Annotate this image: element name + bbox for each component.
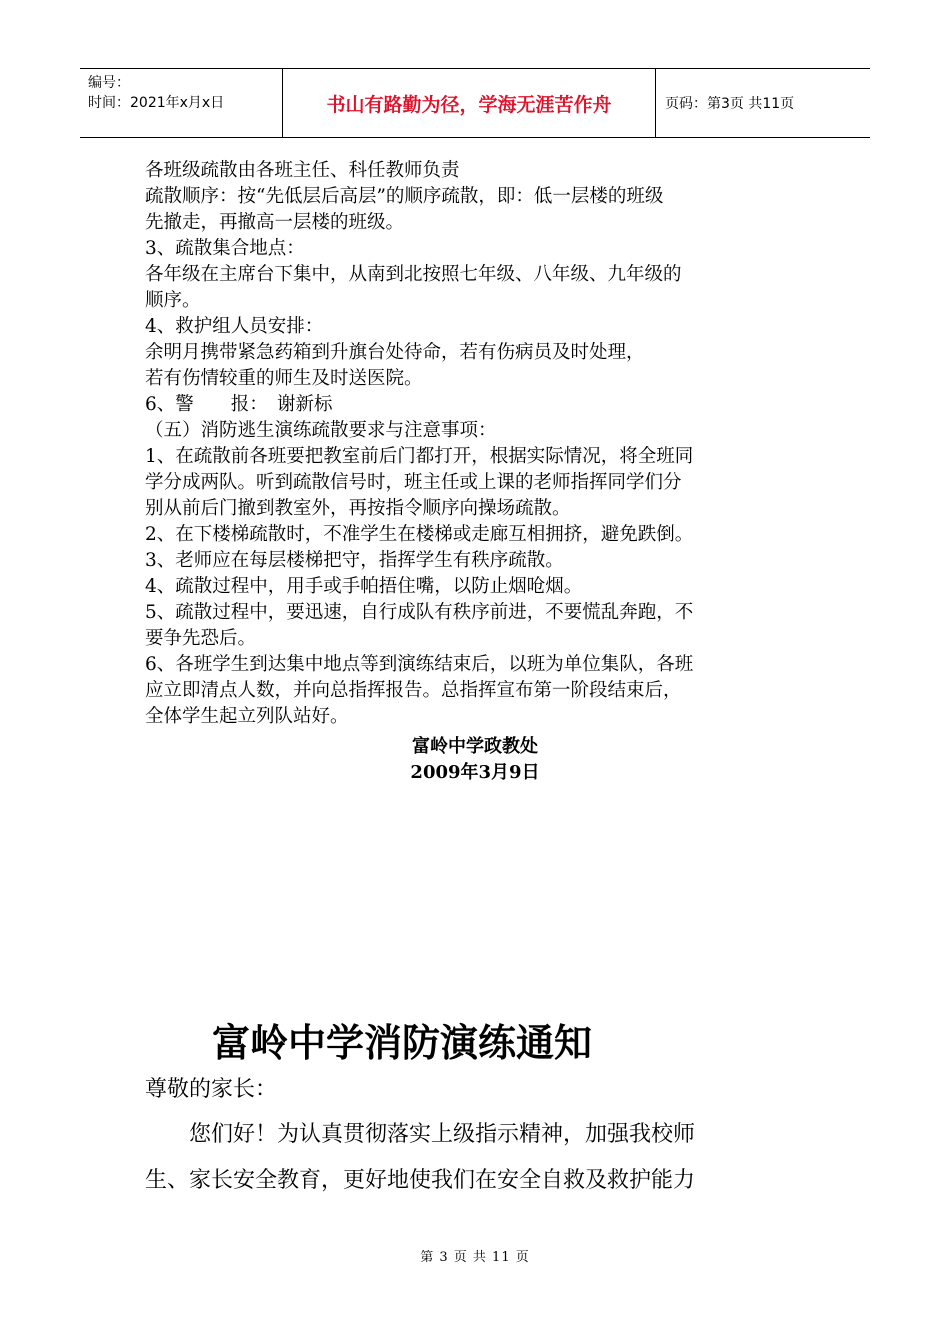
body-line: 4、疏散过程中，用手或手帕捂住嘴，以防止烟呛烟。: [145, 576, 583, 597]
body-line: 顺序。: [145, 290, 201, 311]
notice-title: 富岭中学消防演练通知: [212, 1020, 593, 1065]
body-line: 6、各班学生到达集中地点等到演练结束后，以班为单位集队，各班: [145, 654, 694, 675]
header-table: [80, 68, 870, 138]
header-meta-cell: [80, 69, 282, 141]
signature-org: 富岭中学政教处: [412, 736, 538, 757]
body-line: 要争先恐后。: [145, 628, 257, 649]
body-line: 余明月携带紧急药箱到升旗台处待命，若有伤病员及时处理，: [145, 342, 645, 363]
body-line: 3、老师应在每层楼梯把守，指挥学生有秩序疏散。: [145, 550, 564, 571]
signature-date: 2009年3月9日: [410, 762, 540, 783]
notice-line: 您们好！为认真贯彻落实上级指示精神，加强我校师: [145, 1122, 696, 1147]
page-footer: 第 3 页 共 11 页: [420, 1250, 530, 1265]
body-line: 1、在疏散前各班要把教室前后门都打开，根据实际情况，将全班同: [145, 446, 694, 467]
body-line: 各班级疏散由各班主任、科任教师负责: [145, 160, 460, 181]
body-line: 3、疏散集合地点：: [145, 238, 305, 259]
notice-line: 生、家长安全教育，更好地使我们在安全自救及救护能力: [145, 1168, 696, 1193]
header-motto: 书山有路勤为径，学海无涯苦作舟: [282, 69, 656, 137]
body-line: 全体学生起立列队站好。: [145, 706, 349, 727]
notice-greeting: 尊敬的家长：: [145, 1077, 278, 1102]
document-number: 编号：: [88, 75, 130, 91]
body-line: 先撤走，再撤高一层楼的班级。: [145, 212, 405, 233]
notice-paragraph: [145, 1112, 805, 1204]
body-line: （五）消防逃生演练疏散要求与注意事项：: [145, 420, 497, 441]
body-line: 4、救护组人员安排：: [145, 316, 324, 337]
body-line: 5、疏散过程中，要迅速，自行成队有秩序前进，不要慌乱奔跑，不: [145, 602, 694, 623]
body-line: 6、警 报： 谢新标: [145, 394, 333, 415]
body-line: 各年级在主席台下集中，从南到北按照七年级、八年级、九年级的: [145, 264, 682, 285]
document-time: 时间：2021年x月x日: [88, 95, 225, 111]
body-text: [145, 158, 815, 730]
body-line: 学分成两队。听到疏散信号时，班主任或上课的老师指挥同学们分: [145, 472, 682, 493]
header-page-number: 页码：第3页 共11页: [665, 96, 795, 112]
body-line: 2、在下楼梯疏散时，不准学生在楼梯或走廊互相拥挤，避免跌倒。: [145, 524, 694, 545]
body-line: 应立即清点人数，并向总指挥报告。总指挥宣布第一阶段结束后，: [145, 680, 682, 701]
body-line: 疏散顺序：按“先低层后高层”的顺序疏散，即：低一层楼的班级: [145, 186, 664, 207]
body-line: 别从前后门撤到教室外，再按指令顺序向操场疏散。: [145, 498, 571, 519]
body-line: 若有伤情较重的师生及时送医院。: [145, 368, 423, 389]
